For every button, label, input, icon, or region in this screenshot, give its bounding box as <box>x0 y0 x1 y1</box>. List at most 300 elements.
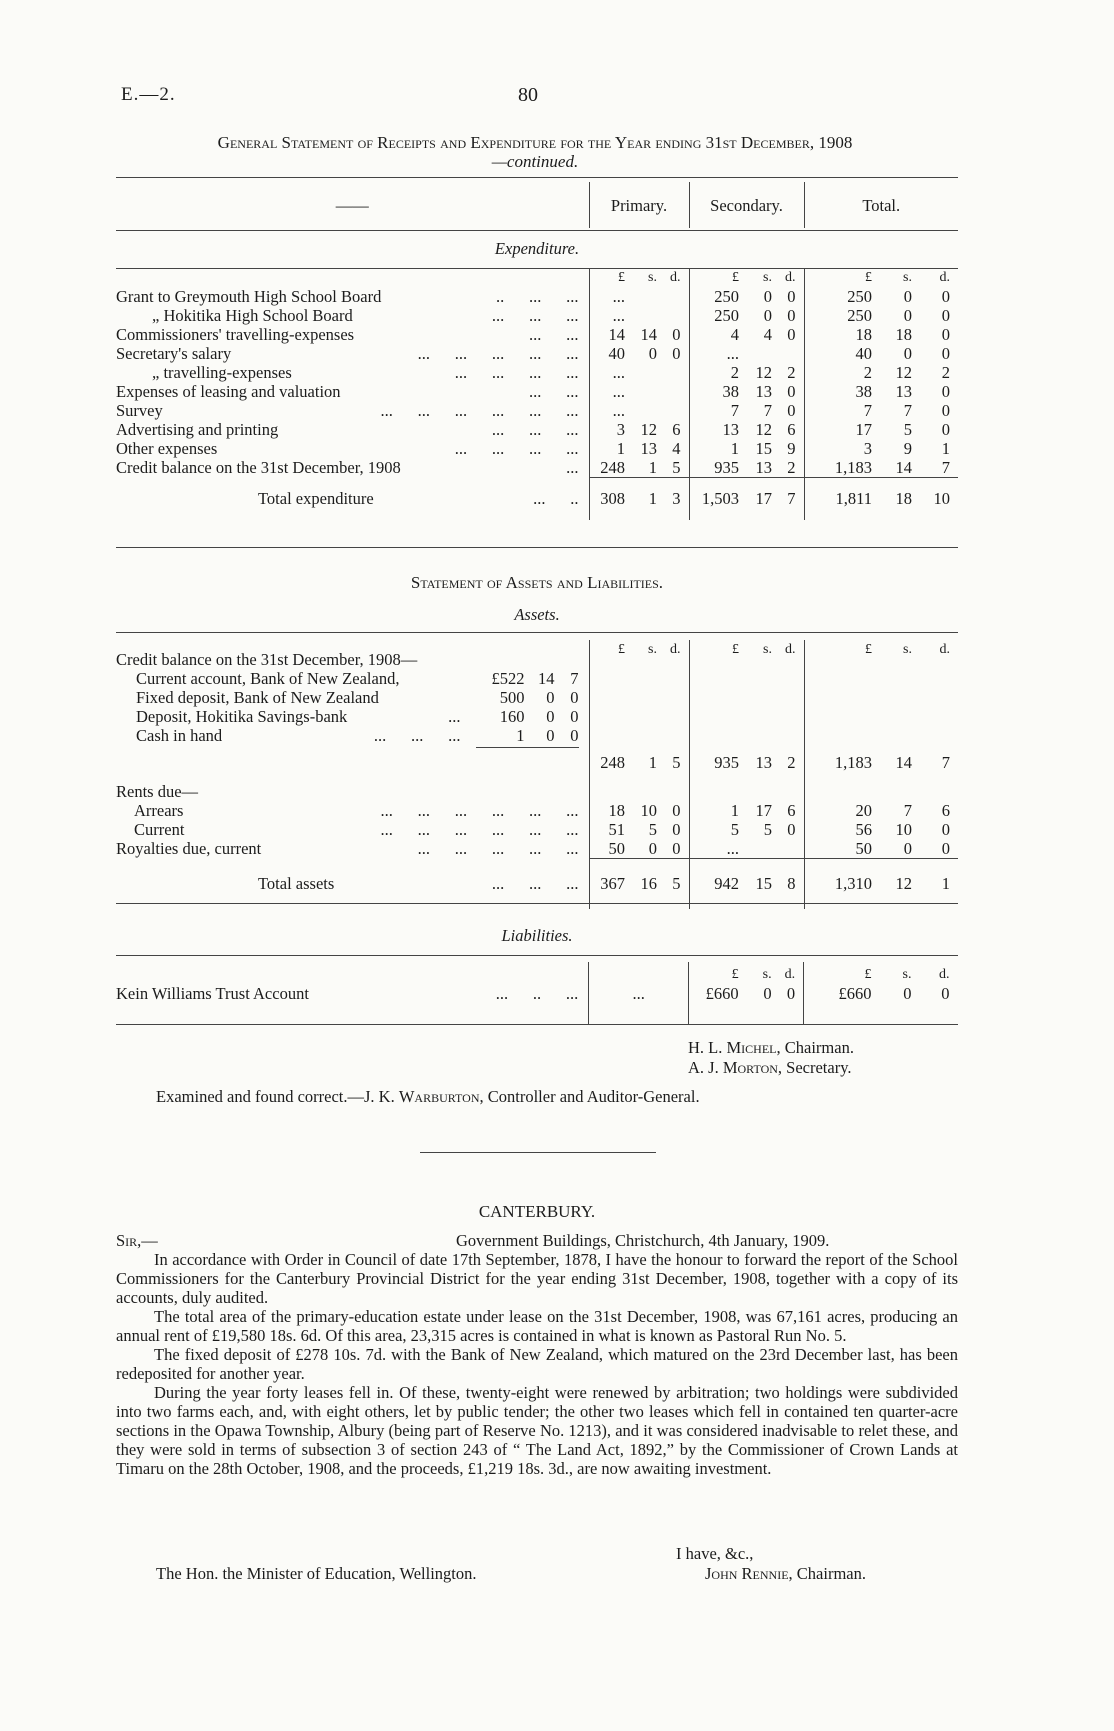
empty-cell <box>776 707 804 726</box>
primary-amount: ... <box>589 306 631 325</box>
table-row <box>116 640 958 669</box>
auditor-role: , Controller and Auditor-General. <box>479 1087 700 1106</box>
empty-cell <box>661 779 689 801</box>
total-amount: 7 <box>804 401 878 420</box>
secondary-amount: 7 <box>689 401 745 420</box>
primary-amount <box>661 306 689 325</box>
empty-cell <box>745 726 776 745</box>
total-amount: 6 <box>941 801 950 820</box>
signer-name: H. L. Michel <box>688 1038 777 1057</box>
total-amount: 0 <box>941 344 950 363</box>
primary-amount: 10 <box>640 801 657 820</box>
examined-note <box>156 1087 700 1106</box>
empty-cell <box>589 726 631 745</box>
rule-liabilities-bottom <box>116 1024 958 1025</box>
title-line: General Statement of Receipts and Expenditure for the Year ending 31st December, 1908 <box>217 133 853 152</box>
empty-cell <box>661 726 689 745</box>
row-label <box>116 458 589 478</box>
letter-paragraph: The total area of the primary-education estate under lease on the 31st December, 1908, was 67,161 acres, producing an annual rent of £19,580 18s. 6d. Of this area, 23,315 acres is contained in what is known as Pastoral Run No. 5. <box>116 1307 958 1345</box>
total-amount: 40 <box>804 344 878 363</box>
secondary-amount: 4 <box>689 325 745 344</box>
total-amount: 18 <box>895 325 912 344</box>
letter-signature <box>705 1564 866 1583</box>
rule-expenditure-bottom <box>116 547 958 548</box>
empty-cell <box>776 669 804 688</box>
label-text: Total assets <box>258 874 335 893</box>
total-label <box>116 478 589 520</box>
total-amount: 18 <box>804 325 878 344</box>
secondary-amount: 9 <box>787 439 796 458</box>
secondary-amount: 2 <box>787 363 796 382</box>
unit-pence: d. <box>785 642 796 657</box>
total-amount: 0 <box>903 839 912 858</box>
primary-amount: 40 <box>589 344 631 363</box>
letter-address: Government Buildings, Christchurch, 4th January, 1909. <box>456 1231 830 1250</box>
leader-dots: ... ... ... ... <box>454 439 579 458</box>
primary-amount: ... <box>589 984 689 1006</box>
secondary-total: 1,503 <box>689 478 745 520</box>
leader-dots: ... ... ... <box>491 874 579 893</box>
total-amount: 7 <box>941 458 950 477</box>
leader-dots: ... .. <box>533 489 579 508</box>
secondary-amount: 0 <box>787 401 796 420</box>
leader-dots: ... ... ... ... ... ... <box>380 820 579 839</box>
table-row <box>116 984 958 1006</box>
assets-table <box>116 640 958 909</box>
secondary-amount <box>745 344 776 363</box>
secondary-amount <box>745 839 776 859</box>
unit-shilling: s. <box>903 642 912 657</box>
empty-cell <box>804 688 878 707</box>
total-amount: 0 <box>941 401 950 420</box>
primary-amount: 5 <box>672 458 681 477</box>
secondary-amount: 0 <box>787 325 796 344</box>
table-row <box>116 779 958 801</box>
column-header-total: Total. <box>804 182 958 228</box>
leader-dots: ... .. ... <box>495 984 579 1003</box>
secondary-total: 17 <box>745 478 776 520</box>
total-amount: 0 <box>941 820 950 839</box>
unit-shilling: s. <box>763 270 772 285</box>
unit-pence: d. <box>670 270 681 285</box>
empty-cell <box>661 1006 689 1024</box>
total-total: 18 <box>878 478 916 520</box>
page-number: 80 <box>518 84 538 106</box>
assets-subheading: Assets. <box>514 605 560 624</box>
primary-amount: 6 <box>672 420 681 439</box>
secondary-amount <box>776 839 804 859</box>
leader-dots: ... ... <box>529 382 579 401</box>
section-heading-expenditure: Expenditure. <box>494 238 580 258</box>
table-row <box>116 344 958 363</box>
letter-paragraph: During the year forty leases fell in. Of these, twenty-eight were renewed by arbitration; two holdings were subdivided into two farms each, and, with eight others, let by public tender; the other two leases which fell in contained ten quarter-acre sections in the Opawa Township, Albury (being part of Reserve No. 1213), and it was considered inadvisable to relet these, and they were sold in terms of subsection 3 of section 243 of “ The Land Act, 1892,” by the Commissioner of Crown Lands at Timaru on the 28th October, 1908, and the proceeds, £1,219 18s. 3d., are now awaiting investment. <box>116 1383 958 1478</box>
row-label <box>116 439 589 458</box>
sub-item <box>116 707 589 726</box>
column-header-secondary: Secondary. <box>689 182 804 228</box>
secondary-amount: 12 <box>755 363 772 382</box>
rule-top <box>116 177 958 178</box>
primary-amount <box>631 382 661 401</box>
table-row <box>116 439 958 458</box>
secondary-amount: 0 <box>787 306 796 325</box>
signer-role: , Chairman. <box>788 1564 866 1583</box>
sub-item-amount: 0 <box>570 688 579 707</box>
total-total: 1 <box>916 859 958 909</box>
empty-cell <box>589 669 631 688</box>
empty-cell <box>745 688 776 707</box>
total-total: 1,310 <box>804 859 878 909</box>
sub-item-amount: 0 <box>546 707 555 726</box>
empty-cell <box>776 779 804 801</box>
total-amount: 20 <box>804 801 878 820</box>
secondary-amount: 6 <box>787 420 796 439</box>
total-amount: 0 <box>941 420 950 439</box>
total-amount: 56 <box>804 820 878 839</box>
secondary-amount: ... <box>689 839 745 859</box>
secondary-amount: 12 <box>755 420 772 439</box>
total-amount: 0 <box>941 325 950 344</box>
empty-cell <box>661 669 689 688</box>
empty-cell <box>776 726 804 745</box>
primary-amount <box>631 287 661 306</box>
total-amount: 1,183 <box>804 745 878 779</box>
table-row <box>116 801 958 820</box>
secondary-amount: 13 <box>755 458 772 477</box>
empty-cell <box>745 1006 776 1024</box>
label-text: Commissioners' travelling-expenses <box>116 325 355 344</box>
secondary-amount: 0 <box>763 306 772 325</box>
secondary-amount: 0 <box>787 287 796 306</box>
primary-amount: 0 <box>672 344 681 363</box>
total-row <box>116 478 958 520</box>
secondary-amount: 13 <box>755 382 772 401</box>
table-row <box>116 726 958 745</box>
leader-dots: ... ... ... ... ... <box>417 344 579 363</box>
signer-name: John Rennie <box>705 1564 789 1583</box>
primary-amount: 5 <box>672 752 681 772</box>
total-amount: 2 <box>804 363 878 382</box>
empty-cell <box>916 688 958 707</box>
leader-dots: ... ... ... <box>491 420 579 439</box>
primary-total: 367 <box>589 859 631 909</box>
empty-cell <box>804 1006 878 1024</box>
total-amount: 38 <box>804 382 878 401</box>
empty-cell <box>631 707 661 726</box>
total-amount: 0 <box>903 287 912 306</box>
primary-amount: 50 <box>589 839 631 859</box>
empty-cell <box>589 962 631 984</box>
sub-item-amount: 1 <box>516 726 525 745</box>
empty-cell <box>661 688 689 707</box>
primary-amount: ... <box>589 382 631 401</box>
total-amount: 1,183 <box>804 458 878 478</box>
leader-dots: ... ... ... ... ... ... <box>380 801 579 820</box>
primary-amount: 1 <box>589 439 631 458</box>
label-text: Kein Williams Trust Account <box>116 984 309 1003</box>
secondary-amount: £660 <box>689 984 745 1006</box>
empty-cell <box>689 669 745 688</box>
primary-amount: 1 <box>648 458 657 477</box>
primary-amount: 0 <box>672 839 681 858</box>
primary-amount <box>631 401 661 420</box>
document-code: E.—2. <box>121 84 176 105</box>
rule-liabilities-top <box>116 955 958 956</box>
row-label <box>116 401 589 420</box>
secondary-amount: 17 <box>755 801 772 820</box>
primary-total: 16 <box>631 859 661 909</box>
empty-cell <box>804 779 878 801</box>
page-title <box>115 133 955 171</box>
signature-secretary: A. J. Morton, Secretary. <box>688 1058 852 1077</box>
secondary-amount: 935 <box>689 458 745 478</box>
row-label <box>116 801 589 820</box>
empty-cell <box>804 726 878 745</box>
label-text: Fixed deposit, Bank of New Zealand <box>136 688 379 707</box>
rule-assets-top <box>116 632 958 633</box>
unit-shilling: s. <box>903 270 912 285</box>
label-text: Expenses of leasing and valuation <box>116 382 341 401</box>
total-amount: 0 <box>903 344 912 363</box>
empty-cell <box>776 688 804 707</box>
secondary-amount: 13 <box>689 420 745 439</box>
secondary-amount: ... <box>689 344 745 363</box>
label-text: Total expenditure <box>258 489 374 508</box>
unit-pound: £ <box>804 962 878 984</box>
total-amount: 2 <box>941 363 950 382</box>
assets-liabilities-heading: Statement of Assets and Liabilities. <box>410 573 664 592</box>
unit-pound: £ <box>804 268 878 287</box>
unit-pound: £ <box>589 640 631 669</box>
unit-pence: d. <box>939 642 950 657</box>
examined-text: Examined and found correct.—J. K. <box>156 1087 399 1106</box>
table-row <box>116 707 958 726</box>
unit-shilling: s. <box>648 642 657 657</box>
empty-cell <box>631 726 661 745</box>
empty-cell <box>661 962 689 984</box>
unit-pence: d. <box>939 967 950 982</box>
secondary-amount: 250 <box>689 306 745 325</box>
empty-cell <box>689 707 745 726</box>
sub-item <box>116 726 589 745</box>
primary-amount: ... <box>589 363 631 382</box>
leader-dots: ... <box>448 707 461 726</box>
total-amount: 9 <box>903 439 912 458</box>
leader-dots: .. ... ... <box>496 287 579 306</box>
leader-dots: ... ... ... ... ... <box>417 839 579 858</box>
empty-cell <box>878 1006 916 1024</box>
unit-pound: £ <box>689 640 745 669</box>
signer-role: Chairman. <box>784 1038 854 1057</box>
table-row <box>116 382 958 401</box>
secondary-amount: 5 <box>689 820 745 839</box>
empty-cell <box>661 707 689 726</box>
total-amount: 7 <box>941 752 950 772</box>
label-text: „ Hokitika High School Board <box>152 306 353 325</box>
units-spacer <box>116 268 589 287</box>
letter-body <box>116 1250 958 1478</box>
label-text: Royalties due, current <box>116 839 262 858</box>
secondary-amount: 7 <box>763 401 772 420</box>
row-label <box>116 420 589 439</box>
column-header-primary: Primary. <box>589 182 689 228</box>
secondary-total: 942 <box>689 859 745 909</box>
primary-amount: 3 <box>589 420 631 439</box>
table-row <box>116 325 958 344</box>
empty-cell <box>916 779 958 801</box>
total-amount: 1 <box>941 439 950 458</box>
signer-role: Secretary. <box>786 1058 852 1077</box>
sub-item-amount: 0 <box>546 688 555 707</box>
total-label <box>116 859 589 909</box>
row-label <box>116 984 589 1006</box>
unit-shilling: s. <box>648 270 657 285</box>
total-amount: 0 <box>941 839 950 858</box>
title-continued: —continued. <box>491 152 579 171</box>
label-text: Credit balance on the 31st December, 1908 <box>116 458 401 477</box>
primary-amount: 12 <box>640 420 657 439</box>
secondary-amount: 0 <box>787 820 796 839</box>
total-amount: 13 <box>895 382 912 401</box>
row-label <box>116 287 589 306</box>
empty-cell <box>631 1006 661 1024</box>
secondary-amount: 13 <box>755 752 772 772</box>
total-total: 12 <box>878 859 916 909</box>
signer-name: A. J. Morton <box>688 1058 778 1077</box>
unit-shilling: s. <box>902 967 912 982</box>
primary-amount: 0 <box>672 820 681 839</box>
total-amount: 5 <box>903 420 912 439</box>
empty-cell <box>116 962 589 984</box>
row-label <box>116 820 589 839</box>
sub-item-amount: 0 <box>570 707 579 726</box>
secondary-amount: 0 <box>787 382 796 401</box>
secondary-amount: 0 <box>786 984 796 1003</box>
sub-item-amount: 0 <box>546 726 555 745</box>
leader-dots: ... ... ... ... <box>454 363 579 382</box>
secondary-amount: 0 <box>763 984 772 1003</box>
sub-item <box>116 669 589 688</box>
row-label <box>116 306 589 325</box>
secondary-amount: 1 <box>689 439 745 458</box>
sub-item-amount: 14 <box>538 669 555 688</box>
primary-amount: 4 <box>672 439 681 458</box>
total-amount: 10 <box>895 820 912 839</box>
credit-label: Credit balance on the 31st December, 1908— <box>116 650 418 669</box>
leader-dots: ... ... ... <box>491 306 579 325</box>
subtotal-rule-cell <box>116 745 589 779</box>
primary-amount <box>631 306 661 325</box>
secondary-amount: 2 <box>787 458 796 477</box>
sub-item-amount: £522 <box>491 669 525 688</box>
primary-amount: 0 <box>672 801 681 820</box>
table-row <box>116 458 958 478</box>
primary-amount: 248 <box>589 745 631 779</box>
total-amount: £660 <box>804 984 878 1006</box>
secondary-amount: 2 <box>787 752 796 772</box>
primary-amount: ... <box>589 287 631 306</box>
label-text: Current account, Bank of New Zealand, <box>136 669 400 688</box>
unit-pound: £ <box>689 962 745 984</box>
unit-shilling: s. <box>763 642 772 657</box>
primary-amount <box>661 382 689 401</box>
leader-dots: ... ... ... <box>373 726 461 745</box>
label-text: Survey <box>116 401 163 420</box>
empty-cell <box>745 779 776 801</box>
total-amount: 3 <box>804 439 878 458</box>
primary-total: 3 <box>661 478 689 520</box>
row-label <box>116 839 589 859</box>
primary-amount: 5 <box>648 820 657 839</box>
empty-cell <box>631 669 661 688</box>
empty-cell <box>916 669 958 688</box>
total-amount: 0 <box>903 984 912 1003</box>
empty-cell <box>776 1006 804 1024</box>
empty-cell <box>916 707 958 726</box>
total-amount: 250 <box>804 306 878 325</box>
letter-closing: I have, &c., <box>676 1544 754 1563</box>
primary-amount: 1 <box>648 752 657 772</box>
empty-cell <box>745 707 776 726</box>
primary-amount: 14 <box>640 325 657 344</box>
rule-assets-bottom <box>116 903 958 904</box>
table-row <box>116 420 958 439</box>
empty-cell <box>804 707 878 726</box>
secondary-amount: 4 <box>763 325 772 344</box>
unit-shilling: s. <box>762 967 772 982</box>
secondary-amount <box>776 344 804 363</box>
empty-cell <box>916 726 958 745</box>
label-text: Grant to Greymouth High School Board <box>116 287 382 306</box>
expenditure-table <box>116 182 958 520</box>
liabilities-table <box>116 962 958 1024</box>
table-row <box>116 287 958 306</box>
label-text: Secretary's salary <box>116 344 232 363</box>
total-amount: 0 <box>941 287 950 306</box>
rents-label: Rents due— <box>116 782 199 801</box>
total-amount: 7 <box>903 801 912 820</box>
primary-amount: ... <box>589 401 631 420</box>
unit-pound: £ <box>689 268 745 287</box>
row-label <box>116 344 589 363</box>
total-total: 1,811 <box>804 478 878 520</box>
empty-cell <box>589 707 631 726</box>
label-text: Deposit, Hokitika Savings-bank <box>136 707 348 726</box>
table-row <box>116 820 958 839</box>
secondary-total: 7 <box>776 478 804 520</box>
empty-cell <box>878 726 916 745</box>
total-amount: 14 <box>895 752 912 772</box>
sub-item <box>116 688 589 707</box>
total-amount: 14 <box>895 458 912 477</box>
letter-paragraph: In accordance with Order in Council of date 17th September, 1878, I have the honour to forward the report of the School Commissioners for the Canterbury Provincial District for the year ending 31st December, 1908, together with a copy of its accounts, duly audited. <box>116 1250 958 1307</box>
total-amount: 0 <box>941 984 950 1003</box>
label-text: Advertising and printing <box>116 420 279 439</box>
total-row <box>116 859 958 909</box>
secondary-total: 8 <box>776 859 804 909</box>
empty-cell <box>589 688 631 707</box>
signature-chairman: H. L. Michel, Chairman. <box>688 1038 854 1057</box>
sub-item-amount: 7 <box>570 669 579 688</box>
total-amount: 12 <box>895 363 912 382</box>
primary-amount: 0 <box>648 344 657 363</box>
secondary-amount: 935 <box>689 745 745 779</box>
unit-pence: d. <box>939 270 950 285</box>
primary-total: 308 <box>589 478 631 520</box>
empty-cell <box>589 779 631 801</box>
total-amount: 7 <box>903 401 912 420</box>
primary-amount: 0 <box>672 325 681 344</box>
label-text: „ travelling-expenses <box>152 363 292 382</box>
